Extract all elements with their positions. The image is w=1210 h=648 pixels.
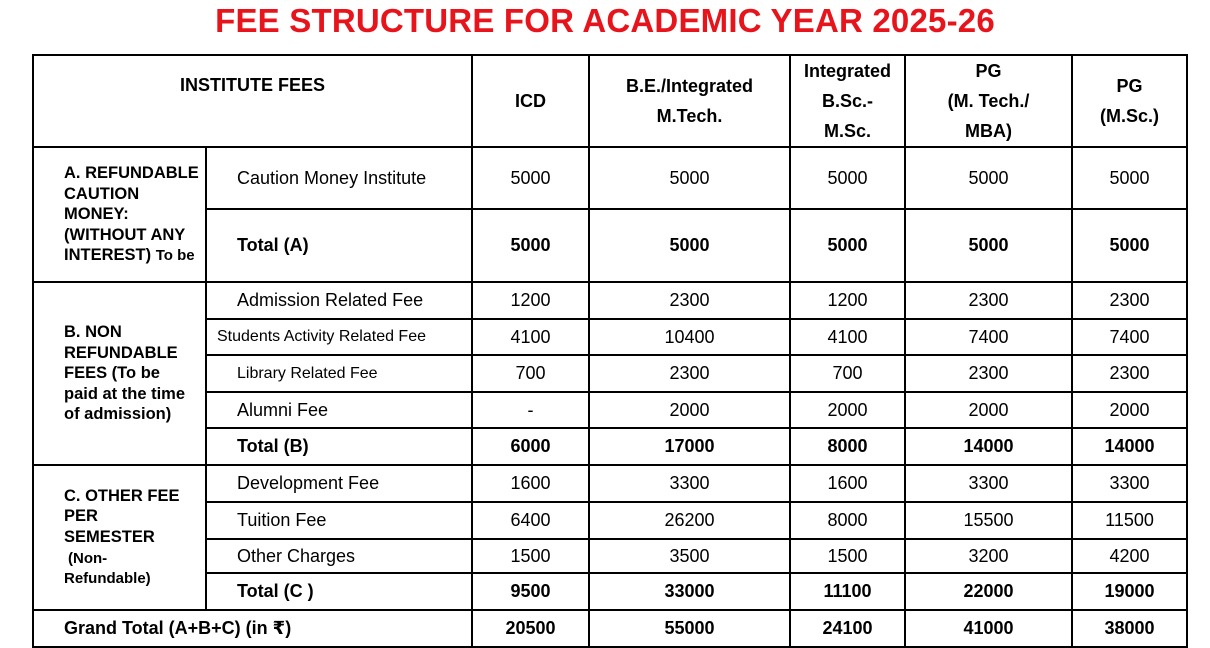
row-label: Students Activity Related Fee <box>206 319 472 355</box>
cell: 2000 <box>790 392 905 428</box>
table-row <box>33 392 1187 428</box>
cell: 5000 <box>905 209 1072 282</box>
cell: 1600 <box>790 465 905 502</box>
cell: 5000 <box>589 147 790 209</box>
header-institute-fees: INSTITUTE FEES <box>33 55 472 147</box>
cell: 5000 <box>790 209 905 282</box>
cell: 5000 <box>1072 147 1187 209</box>
row-label: Other Charges <box>206 539 472 573</box>
table-row <box>33 539 1187 573</box>
table-row <box>33 465 1187 502</box>
cell: 3200 <box>905 539 1072 573</box>
table-row <box>33 319 1187 355</box>
cell: 5000 <box>472 209 589 282</box>
total-row <box>33 209 1187 282</box>
cell: 4100 <box>790 319 905 355</box>
cell: 2300 <box>589 355 790 392</box>
row-label: Alumni Fee <box>206 392 472 428</box>
header-col-be: B.E./Integrated M.Tech. <box>589 55 790 147</box>
row-label: Admission Related Fee <box>206 282 472 319</box>
cell: 2300 <box>905 282 1072 319</box>
cell: 6400 <box>472 502 589 539</box>
grand-total-row <box>33 610 1187 647</box>
cell: 4200 <box>1072 539 1187 573</box>
cell: 1600 <box>472 465 589 502</box>
table-row <box>33 355 1187 392</box>
row-label: Tuition Fee <box>206 502 472 539</box>
page-title: FEE STRUCTURE FOR ACADEMIC YEAR 2025-26 <box>215 2 995 39</box>
total-row <box>33 573 1187 610</box>
fee-structure-table <box>32 54 1188 648</box>
cell: 2000 <box>1072 392 1187 428</box>
cell: 700 <box>472 355 589 392</box>
cell: 5000 <box>1072 209 1187 282</box>
cell: 9500 <box>472 573 589 610</box>
table-row <box>33 282 1187 319</box>
cell: 1500 <box>790 539 905 573</box>
table-row <box>33 502 1187 539</box>
cell: 19000 <box>1072 573 1187 610</box>
cell: 5000 <box>790 147 905 209</box>
cell: 2300 <box>589 282 790 319</box>
cell: 2300 <box>1072 355 1187 392</box>
total-row <box>33 428 1187 465</box>
row-label: Total (B) <box>206 428 472 465</box>
cell: 11500 <box>1072 502 1187 539</box>
cell: 33000 <box>589 573 790 610</box>
cell: 2300 <box>1072 282 1187 319</box>
cell: 22000 <box>905 573 1072 610</box>
grand-total-label: Grand Total (A+B+C) (in ₹) <box>33 610 472 647</box>
header-col-pg-mtech: PG (M. Tech./ MBA) <box>905 55 1072 147</box>
cell: 1200 <box>472 282 589 319</box>
cell: 24100 <box>790 610 905 647</box>
cell: 26200 <box>589 502 790 539</box>
cell: 5000 <box>472 147 589 209</box>
cell: 15500 <box>905 502 1072 539</box>
cell: 2000 <box>589 392 790 428</box>
cell: 2300 <box>905 355 1072 392</box>
cell: 17000 <box>589 428 790 465</box>
header-col-pg-msc: PG (M.Sc.) <box>1072 55 1187 147</box>
header-col-icd: ICD <box>472 55 589 147</box>
cell: 20500 <box>472 610 589 647</box>
cell: 5000 <box>905 147 1072 209</box>
cell: 14000 <box>1072 428 1187 465</box>
section-a-label: A. REFUNDABLE CAUTION MONEY: (WITHOUT ANY INTEREST) To be <box>33 147 206 282</box>
table-row <box>33 147 1187 209</box>
cell: 4100 <box>472 319 589 355</box>
row-label: Total (C ) <box>206 573 472 610</box>
cell: 1500 <box>472 539 589 573</box>
cell: 41000 <box>905 610 1072 647</box>
section-b-label: B. NON REFUNDABLE FEES (To be paid at the time of admission) <box>33 282 206 465</box>
row-label: Total (A) <box>206 209 472 282</box>
cell: - <box>472 392 589 428</box>
cell: 11100 <box>790 573 905 610</box>
cell: 5000 <box>589 209 790 282</box>
header-col-integrated-bsc: Integrated B.Sc.- M.Sc. <box>790 55 905 147</box>
cell: 2000 <box>905 392 1072 428</box>
cell: 8000 <box>790 502 905 539</box>
cell: 7400 <box>905 319 1072 355</box>
row-label: Caution Money Institute <box>206 147 472 209</box>
section-c-label: C. OTHER FEE PER SEMESTER (Non- Refundable) <box>33 465 206 610</box>
cell: 3300 <box>905 465 1072 502</box>
cell: 8000 <box>790 428 905 465</box>
cell: 55000 <box>589 610 790 647</box>
cell: 1200 <box>790 282 905 319</box>
cell: 3500 <box>589 539 790 573</box>
cell: 3300 <box>589 465 790 502</box>
row-label: Development Fee <box>206 465 472 502</box>
cell: 38000 <box>1072 610 1187 647</box>
cell: 14000 <box>905 428 1072 465</box>
cell: 3300 <box>1072 465 1187 502</box>
header-row <box>33 55 1187 147</box>
cell: 7400 <box>1072 319 1187 355</box>
cell: 10400 <box>589 319 790 355</box>
cell: 700 <box>790 355 905 392</box>
cell: 6000 <box>472 428 589 465</box>
row-label: Library Related Fee <box>206 355 472 392</box>
